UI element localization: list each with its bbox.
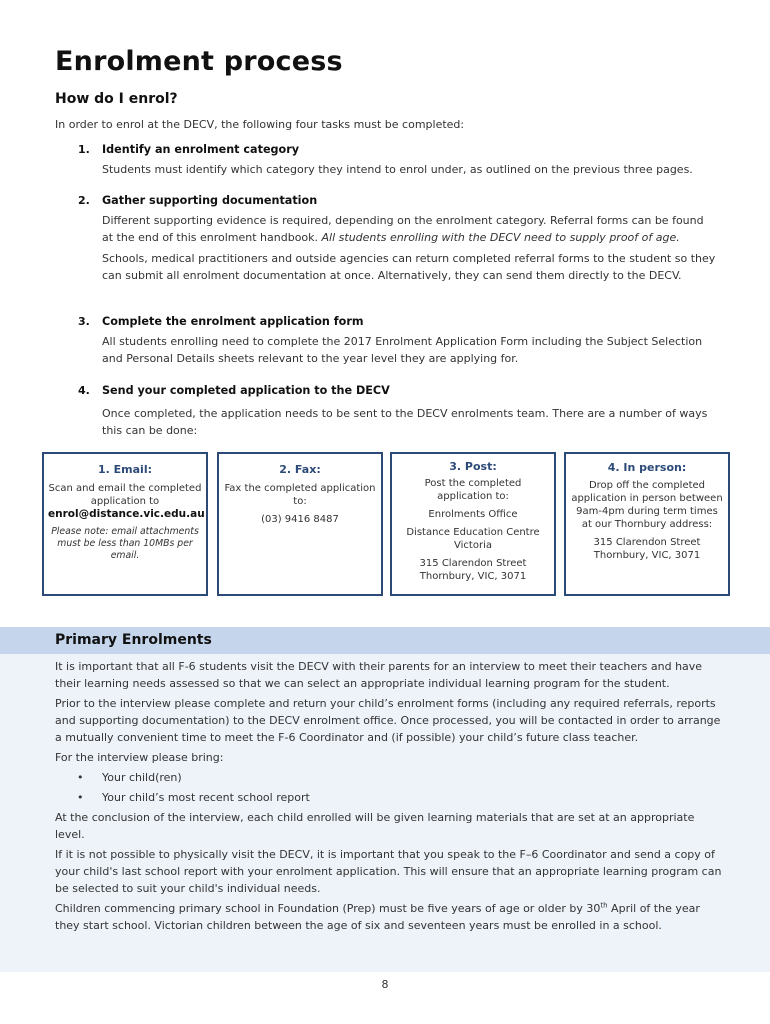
post-card-text: Post the completed application to:: [424, 478, 522, 502]
fax-card-title: 2. Fax:: [279, 463, 321, 476]
task-text: Students must identify which category they intend to enrol under, as outlined on the previous three pages.: [102, 163, 693, 176]
primary-enrolments-title: Primary Enrolments: [55, 632, 212, 648]
task-3: [78, 313, 718, 367]
task-heading: Send your completed application to the DECV: [102, 384, 390, 397]
primary-paragraph: At the conclusion of the interview, each child enrolled will be given learning materials that are set at an appropriate level.: [55, 811, 695, 841]
ordinal-suffix: th: [600, 901, 608, 910]
task-4: [78, 382, 718, 439]
email-size-note: Please note: email attachments must be less than 10MBs per email.: [51, 526, 199, 561]
email-card-title: 1. Email:: [97, 463, 152, 476]
list-item-text: Your child(ren): [102, 771, 182, 784]
submission-methods: [42, 452, 732, 596]
primary-paragraph: If it is not possible to physically visit the DECV, it is important that you speak to the F–6 Coordinator and send a copy of your child's last school report with your enrolment application. This will ensure that an appropriate learning program can be selected to suit your child's individual needs.: [55, 848, 722, 895]
task-text-main: Different supporting evidence is required, depending on the enrolment category. Referral forms can be found at the end of this enrolment handbook.: [102, 214, 704, 244]
in-person-card: [564, 452, 730, 596]
task-2: [78, 192, 718, 284]
fax-card: [217, 452, 383, 596]
post-card-title: 3. Post:: [449, 460, 497, 473]
bullet-icon: •: [77, 791, 84, 804]
primary-enrolments-section: [0, 627, 770, 972]
section-heading: How do I enrol?: [55, 91, 178, 107]
task-heading: Complete the enrolment application form: [102, 315, 364, 328]
list-item: [55, 789, 725, 806]
age-requirement-start: Children commencing primary school in Foundation (Prep) must be five years of age or older by 30: [55, 902, 601, 915]
task-number: 1.: [78, 143, 90, 156]
task-heading: Identify an enrolment category: [102, 143, 300, 156]
email-card-text: Scan and email the completed application to: [48, 483, 202, 507]
primary-paragraph: Prior to the interview please complete and return your child’s enrolment forms (including any required referrals, reports and supporting documentation) to the DECV enrolment office. Once processed, you will be contacted in order to arrange a mutually convenient time to meet the F-6 Coordinator and (if possible) your child’s future class teacher.: [55, 697, 721, 744]
email-address-link[interactable]: enrol@distance.vic.edu.au: [48, 508, 205, 520]
task-text: All students enrolling need to complete the 2017 Enrolment Application Form including the Subject Selection and Personal Details sheets relevant to the year level they are applying for.: [102, 335, 703, 365]
email-card: [42, 452, 208, 596]
primary-paragraph: It is important that all F-6 students visit the DECV with their parents for an interview to meet their teachers and have their learning needs assessed so that we can select an appropriate individual learning program for the student.: [55, 660, 703, 690]
intro-text: In order to enrol at the DECV, the following four tasks must be completed:: [55, 118, 465, 131]
page-title: Enrolment process: [55, 46, 343, 77]
task-text: Once completed, the application needs to be sent to the DECV enrolments team. There are a number of ways this can be done:: [102, 407, 708, 437]
task-number: 3.: [78, 315, 90, 328]
list-item-text: Your child’s most recent school report: [102, 791, 310, 804]
fax-number: (03) 9416 8487: [261, 514, 339, 525]
task-text: [102, 212, 718, 246]
interview-checklist: [55, 769, 725, 806]
page-number: 8: [381, 978, 389, 991]
task-number: 4.: [78, 384, 90, 397]
primary-paragraph: [55, 900, 725, 934]
list-item: [55, 769, 725, 786]
fax-card-text: Fax the completed application to:: [224, 483, 376, 507]
bullet-icon: •: [77, 771, 84, 784]
post-recipient: Enrolments Office: [428, 509, 518, 520]
post-card: [390, 452, 556, 596]
post-organisation: Distance Education Centre Victoria: [406, 527, 540, 551]
task-text-secondary: Schools, medical practitioners and outside agencies can return completed referral forms to the student so they can submit all enrolment documentation at once. Alternatively, they can send them directly to the DECV.: [102, 252, 716, 282]
task-1: [78, 141, 718, 178]
in-person-card-text: Drop off the completed application in person between 9am-4pm during term times at our Thornbury address:: [571, 480, 723, 530]
task-heading: Gather supporting documentation: [102, 194, 318, 207]
proof-of-age-note: All students enrolling with the DECV need to supply proof of age.: [321, 231, 680, 244]
post-address: 315 Clarendon Street Thornbury, VIC, 3071: [419, 558, 527, 582]
primary-paragraph: For the interview please bring:: [55, 751, 224, 764]
in-person-card-title: 4. In person:: [607, 461, 687, 474]
task-number: 2.: [78, 194, 90, 207]
age-requirement-end: April of the year they start school. Victorian children between the age of six and seventeen years must be enrolled in a school.: [55, 902, 700, 932]
primary-enrolments-body: [55, 658, 725, 937]
in-person-address: 315 Clarendon Street Thornbury, VIC, 3071: [593, 537, 701, 561]
primary-enrolments-header: [0, 627, 770, 654]
